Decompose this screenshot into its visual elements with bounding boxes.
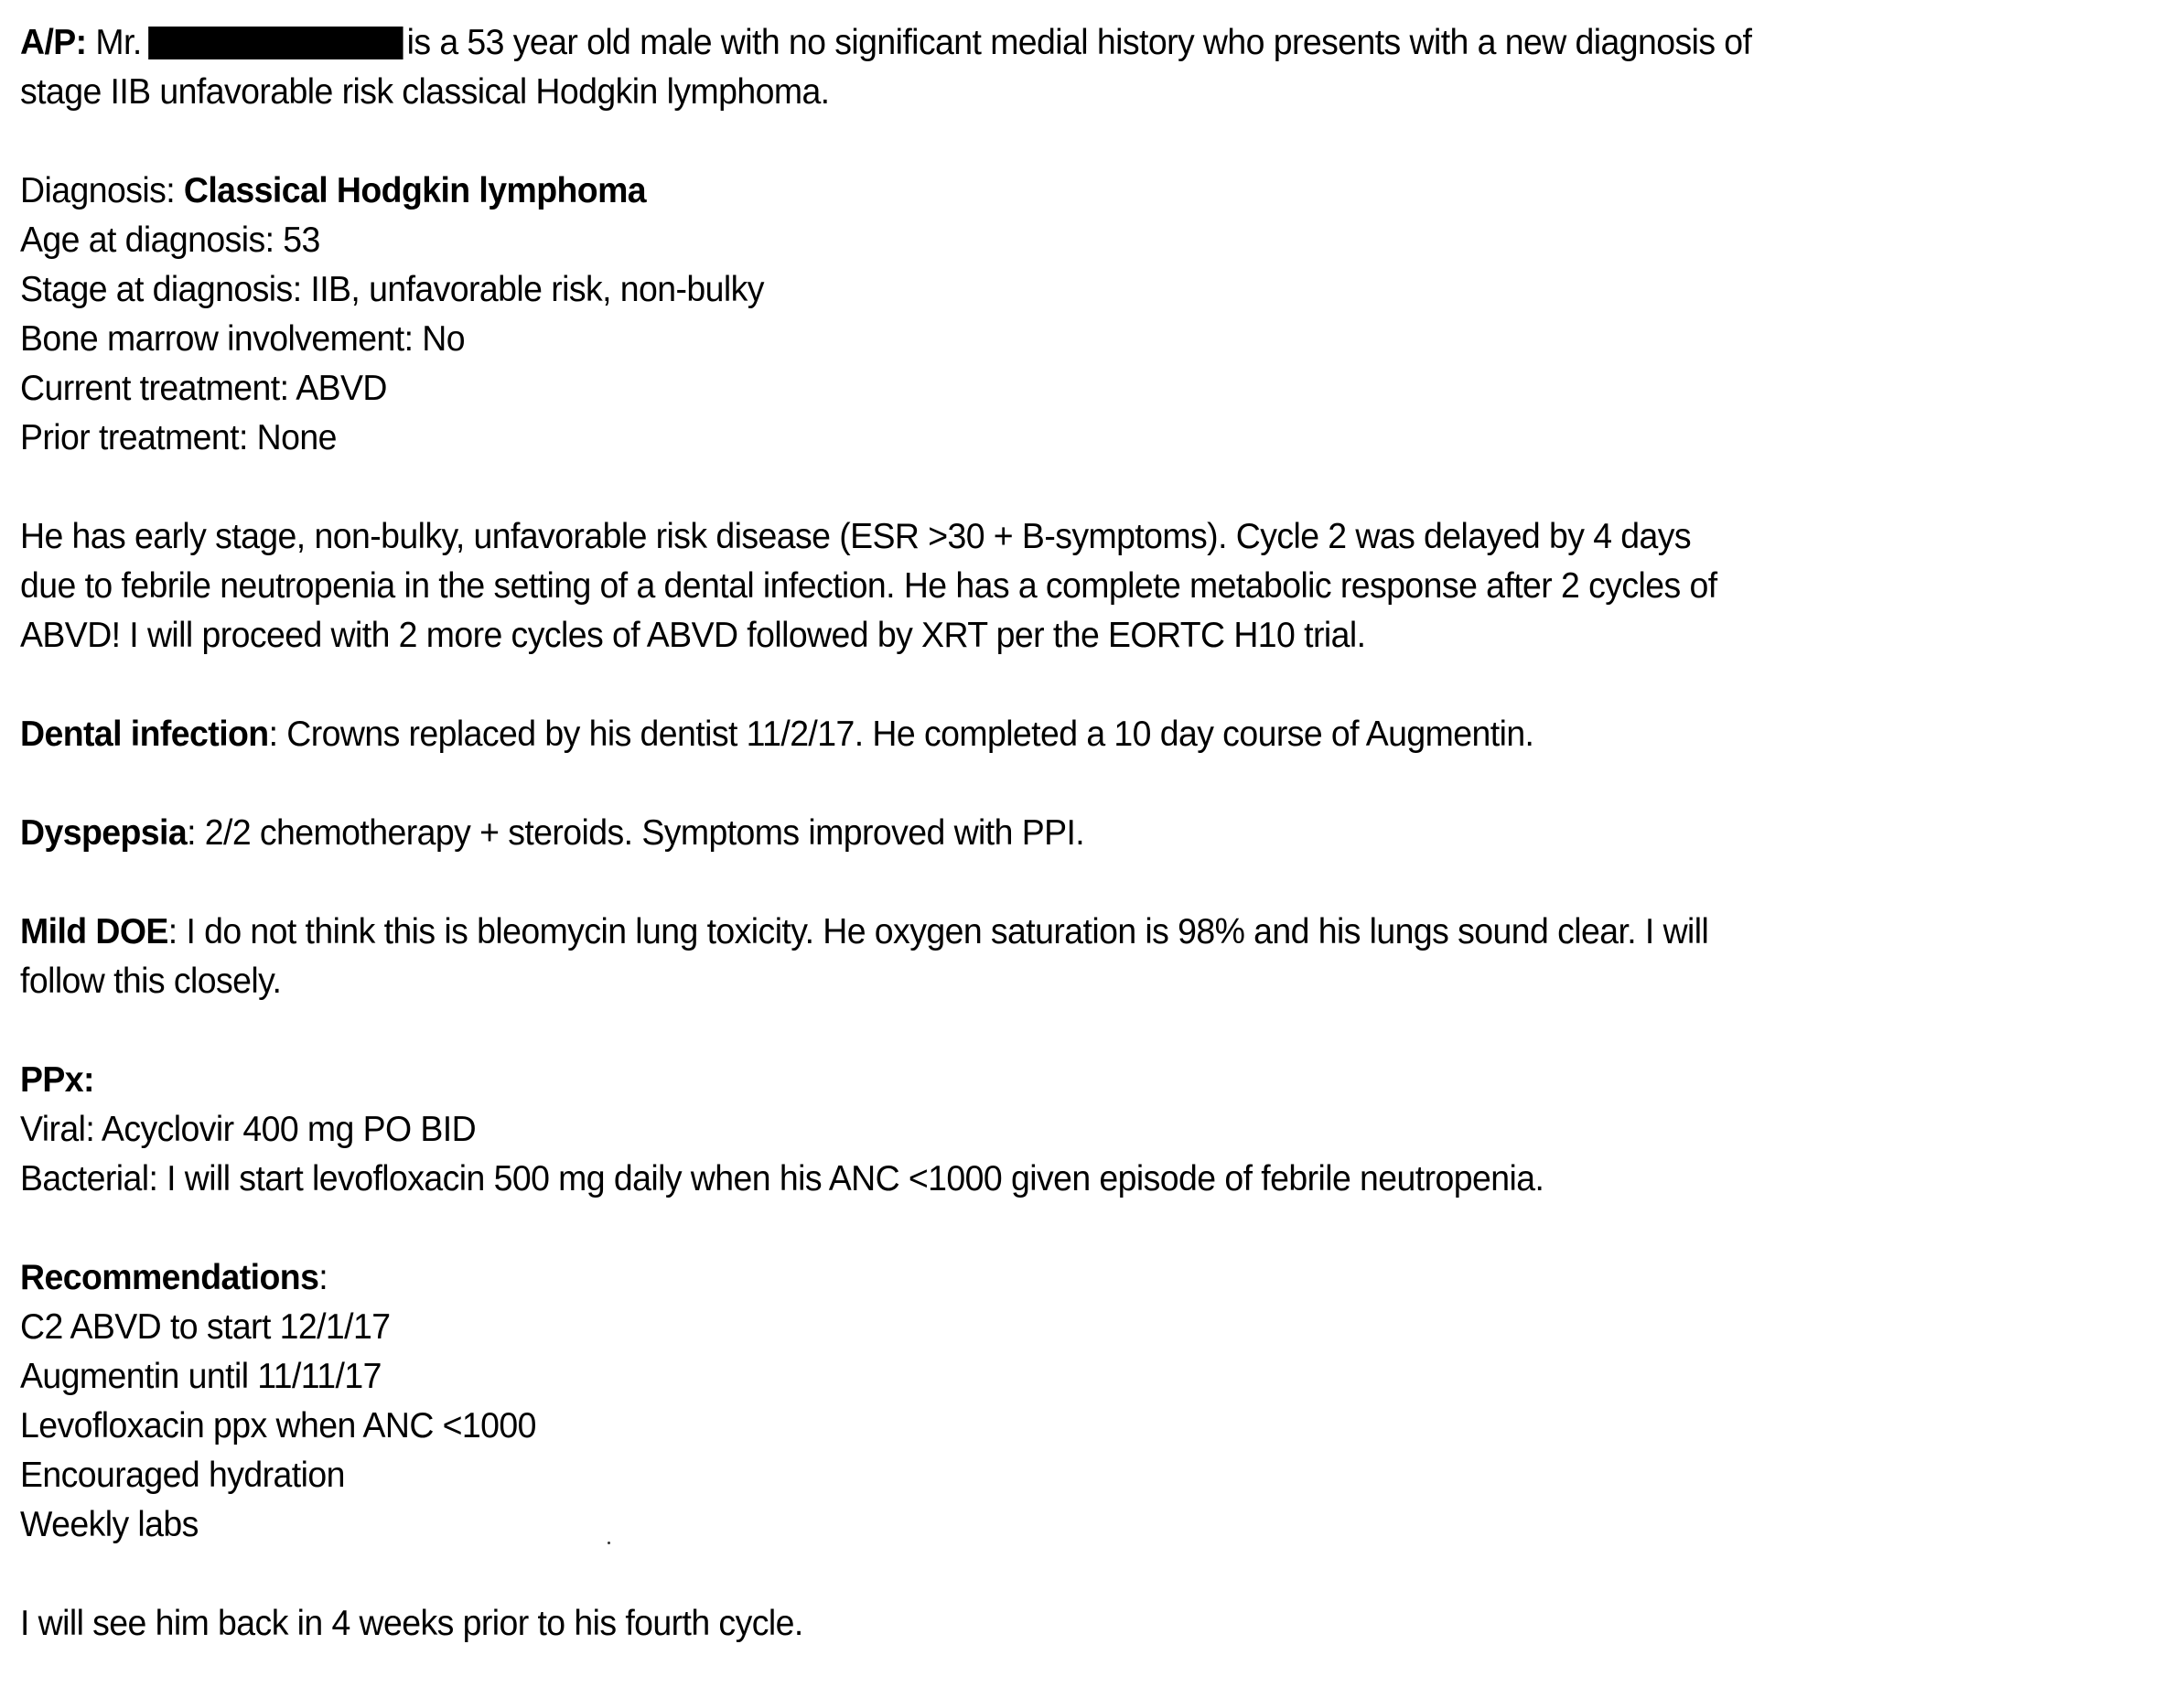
ppx-section (20, 1056, 2084, 1204)
assessment-label: A/P: (20, 23, 87, 62)
field-label: Stage at diagnosis: (20, 270, 302, 309)
recommendations-colon: : (318, 1258, 328, 1297)
field-label: Prior treatment: (20, 418, 248, 457)
summary-field-bone-marrow (20, 315, 2084, 364)
recommendation-item: C2 ABVD to start 12/1/17 (20, 1307, 391, 1347)
recommendation-item: Augmentin until 11/11/17 (20, 1357, 382, 1396)
field-label: Current treatment: (20, 369, 289, 408)
follow-up-text: I will see him back in 4 weeks prior to his fourth cycle. (20, 1604, 803, 1643)
problem-label: Dental infection (20, 715, 269, 754)
problem-dyspepsia (20, 809, 2084, 858)
problem-text-continued: follow this closely. (20, 962, 282, 1001)
field-value: No (422, 319, 465, 359)
scan-artifact-dot (608, 1542, 610, 1544)
ppx-item-bacterial: Bacterial: I will start levofloxacin 500 mg daily when his ANC <1000 given episode of febrile neutropenia. (20, 1159, 1544, 1198)
field-label: Bone marrow involvement: (20, 319, 414, 359)
assessment-line-1 (20, 18, 2084, 68)
field-value: IIB, unfavorable risk, non-bulky (310, 270, 764, 309)
clinical-note (20, 18, 2084, 1698)
diagnosis-summary (20, 167, 2084, 463)
problem-mild-doe (20, 908, 2084, 1006)
follow-up (20, 1599, 2084, 1649)
recommendation-item: Weekly labs (20, 1505, 199, 1544)
patient-title: Mr. (95, 23, 142, 62)
diagnosis-label: Diagnosis: (20, 171, 176, 210)
problem-text: : I do not think this is bleomycin lung toxicity. He oxygen saturation is 98% and his lungs sound clear. I will (167, 912, 1709, 951)
recommendations-heading-row (20, 1253, 2084, 1303)
summary-field-current-treatment (20, 364, 2084, 414)
ppx-heading: PPx: (20, 1060, 94, 1100)
recommendation-item: Encouraged hydration (20, 1456, 345, 1495)
assessment-line-2: stage IIB unfavorable risk classical Hodgkin lymphoma. (20, 72, 830, 112)
field-value: None (256, 418, 337, 457)
problem-line (20, 710, 2084, 759)
assessment-section (20, 18, 2084, 117)
recommendations-heading: Recommendations (20, 1258, 319, 1297)
field-label: Age at diagnosis: (20, 220, 274, 260)
redacted-patient-name (148, 27, 403, 59)
diagnosis-value: Classical Hodgkin lymphoma (183, 171, 647, 210)
assessment-text: is a 53 year old male with no significant medial history who presents with a new diagnosis of (406, 23, 1752, 62)
problem-label: Mild DOE (20, 912, 168, 951)
recommendations-section (20, 1253, 2084, 1550)
problem-label: Dyspepsia (20, 813, 188, 853)
field-value: 53 (283, 220, 320, 260)
disease-line: ABVD! I will proceed with 2 more cycles of ABVD followed by XRT per the EORTC H10 trial. (20, 616, 1366, 655)
problem-line (20, 809, 2084, 858)
problem-line (20, 908, 2084, 957)
summary-field-stage (20, 265, 2084, 315)
problem-text: : 2/2 chemotherapy + steroids. Symptoms improved with PPI. (187, 813, 1085, 853)
problem-dental-infection (20, 710, 2084, 759)
recommendation-item: Levofloxacin ppx when ANC <1000 (20, 1406, 536, 1445)
summary-field-age (20, 216, 2084, 265)
ppx-item-viral: Viral: Acyclovir 400 mg PO BID (20, 1110, 477, 1149)
field-value: ABVD (296, 369, 387, 408)
diagnosis-row (20, 167, 2084, 216)
disease-line: due to febrile neutropenia in the setting of a dental infection. He has a complete metabolic response after 2 cycles of (20, 566, 1717, 606)
disease-paragraph (20, 512, 2084, 661)
summary-field-prior-treatment (20, 414, 2084, 463)
disease-line: He has early stage, non-bulky, unfavorable risk disease (ESR >30 + B-symptoms). Cycle 2 was delayed by 4 days (20, 517, 1692, 556)
problem-text: : Crowns replaced by his dentist 11/2/17. He completed a 10 day course of Augmentin. (268, 715, 1534, 754)
